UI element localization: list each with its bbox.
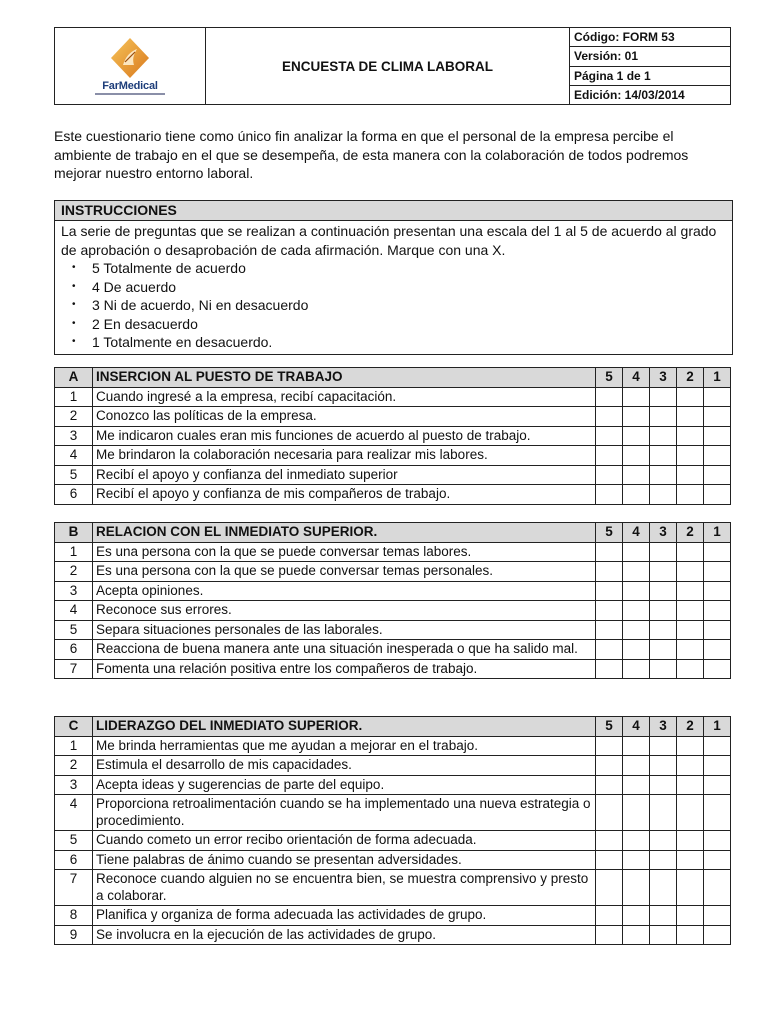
item-statement: Recibí el apoyo y confianza de mis compañeros de trabajo.	[93, 485, 596, 505]
instructions-heading: INSTRUCCIONES	[55, 201, 732, 221]
rating-cell-3[interactable]	[650, 831, 677, 851]
item-statement: Se involucra en la ejecución de las actividades de grupo.	[93, 925, 596, 945]
rating-cell-4[interactable]	[623, 387, 650, 407]
item-number: 6	[55, 640, 93, 660]
rating-cell-4[interactable]	[623, 542, 650, 562]
item-statement: Es una persona con la que se puede conversar temas labores.	[93, 542, 596, 562]
rating-cell-4[interactable]	[623, 446, 650, 466]
rating-cell-2[interactable]	[677, 850, 704, 870]
rating-cell-5[interactable]	[596, 640, 623, 660]
item-statement: Tiene palabras de ánimo cuando se presentan adversidades.	[93, 850, 596, 870]
rating-cell-4[interactable]	[623, 736, 650, 756]
item-number: 4	[55, 446, 93, 466]
section-header-row	[55, 368, 731, 388]
rating-cell-5[interactable]	[596, 906, 623, 926]
rating-header: 2	[677, 717, 704, 737]
rating-cell-4[interactable]	[623, 601, 650, 621]
rating-cell-1[interactable]	[704, 850, 731, 870]
item-statement: Me indicaron cuales eran mis funciones de acuerdo al puesto de trabajo.	[93, 426, 596, 446]
table-row	[55, 870, 731, 906]
rating-cell-1[interactable]	[704, 659, 731, 679]
item-statement: Es una persona con la que se puede conversar temas personales.	[93, 562, 596, 582]
scale-item-label: 5 Totalmente de acuerdo	[92, 260, 246, 276]
table-row	[55, 756, 731, 776]
rating-cell-5[interactable]	[596, 446, 623, 466]
rating-cell-3[interactable]	[650, 426, 677, 446]
bullet-icon: •	[72, 280, 76, 292]
rating-header: 4	[623, 523, 650, 543]
rating-cell-5[interactable]	[596, 756, 623, 776]
rating-cell-5[interactable]	[596, 426, 623, 446]
scale-item	[72, 315, 728, 334]
rating-header: 4	[623, 368, 650, 388]
rating-header: 1	[704, 717, 731, 737]
table-row	[55, 925, 731, 945]
rating-cell-1[interactable]	[704, 831, 731, 851]
rating-cell-4[interactable]	[623, 831, 650, 851]
item-statement: Fomenta una relación positiva entre los compañeros de trabajo.	[93, 659, 596, 679]
rating-cell-2[interactable]	[677, 736, 704, 756]
section-title: INSERCION AL PUESTO DE TRABAJO	[93, 368, 596, 388]
rating-cell-5[interactable]	[596, 775, 623, 795]
table-row	[55, 620, 731, 640]
bullet-icon: •	[72, 299, 76, 310]
item-number: 5	[55, 465, 93, 485]
rating-cell-1[interactable]	[704, 601, 731, 621]
scale-item-label: 1 Totalmente en desacuerdo.	[92, 334, 273, 350]
item-statement: Estimula el desarrollo de mis capacidades.	[93, 756, 596, 776]
item-number: 5	[55, 620, 93, 640]
rating-cell-3[interactable]	[650, 640, 677, 660]
rating-header: 5	[596, 523, 623, 543]
table-row	[55, 407, 731, 427]
rating-cell-5[interactable]	[596, 581, 623, 601]
table-row	[55, 562, 731, 582]
bullet-icon: •	[72, 336, 76, 347]
rating-header: 2	[677, 523, 704, 543]
item-statement: Cuando ingresé a la empresa, recibí capacitación.	[93, 387, 596, 407]
rating-cell-2[interactable]	[677, 465, 704, 485]
item-statement: Recibí el apoyo y confianza del inmediato superior	[93, 465, 596, 485]
rating-cell-4[interactable]	[623, 581, 650, 601]
rating-cell-5[interactable]	[596, 620, 623, 640]
rating-cell-4[interactable]	[623, 465, 650, 485]
bullet-icon: •	[72, 317, 76, 329]
rating-cell-3[interactable]	[650, 659, 677, 679]
rating-cell-5[interactable]	[596, 925, 623, 945]
rating-cell-5[interactable]	[596, 850, 623, 870]
section-table-a	[54, 367, 731, 505]
rating-cell-3[interactable]	[650, 601, 677, 621]
table-row	[55, 659, 731, 679]
table-row	[55, 601, 731, 621]
rating-cell-4[interactable]	[623, 756, 650, 776]
logo-text: FarMedical	[102, 80, 158, 92]
rating-cell-2[interactable]	[677, 831, 704, 851]
table-row	[55, 387, 731, 407]
item-number: 9	[55, 925, 93, 945]
rating-cell-4[interactable]	[623, 640, 650, 660]
rating-header: 4	[623, 717, 650, 737]
table-row	[55, 542, 731, 562]
rating-cell-3[interactable]	[650, 562, 677, 582]
item-number: 2	[55, 756, 93, 776]
rating-cell-4[interactable]	[623, 795, 650, 831]
item-number: 8	[55, 906, 93, 926]
scale-item-label: 2 En desacuerdo	[92, 315, 198, 332]
item-number: 7	[55, 659, 93, 679]
rating-cell-1[interactable]	[704, 407, 731, 427]
bullet-icon: •	[72, 262, 76, 273]
rating-cell-3[interactable]	[650, 485, 677, 505]
section-header-row	[55, 523, 731, 543]
rating-cell-3[interactable]	[650, 465, 677, 485]
meta-code: Código: FORM 53	[570, 28, 731, 47]
instructions-body	[55, 221, 732, 354]
rating-cell-3[interactable]	[650, 850, 677, 870]
item-number: 7	[55, 870, 93, 906]
rating-header: 5	[596, 368, 623, 388]
rating-cell-1[interactable]	[704, 906, 731, 926]
item-statement: Conozco las políticas de la empresa.	[93, 407, 596, 427]
rating-header: 5	[596, 717, 623, 737]
section-letter: C	[55, 717, 93, 737]
table-row	[55, 640, 731, 660]
rating-cell-3[interactable]	[650, 775, 677, 795]
rating-cell-1[interactable]	[704, 620, 731, 640]
rating-cell-1[interactable]	[704, 562, 731, 582]
rating-cell-2[interactable]	[677, 581, 704, 601]
rating-cell-4[interactable]	[623, 925, 650, 945]
rating-cell-2[interactable]	[677, 485, 704, 505]
item-number: 2	[55, 407, 93, 427]
rating-cell-5[interactable]	[596, 736, 623, 756]
section-table-b	[54, 522, 731, 679]
rating-cell-2[interactable]	[677, 620, 704, 640]
rating-cell-2[interactable]	[677, 870, 704, 906]
item-number: 1	[55, 387, 93, 407]
scale-item	[72, 296, 728, 315]
table-row	[55, 581, 731, 601]
rating-header: 3	[650, 368, 677, 388]
item-statement: Cuando cometo un error recibo orientación de forma adecuada.	[93, 831, 596, 851]
rating-cell-2[interactable]	[677, 407, 704, 427]
company-logo	[55, 37, 205, 95]
rating-cell-2[interactable]	[677, 640, 704, 660]
item-number: 2	[55, 562, 93, 582]
table-row	[55, 850, 731, 870]
rating-cell-1[interactable]	[704, 925, 731, 945]
rating-cell-4[interactable]	[623, 775, 650, 795]
rating-cell-2[interactable]	[677, 426, 704, 446]
instructions-text: La serie de preguntas que se realizan a continuación presentan una escala del 1 al 5 de acuerdo al grado de aprobación o desaprobación de cada afirmación. Marque con una X.	[61, 223, 717, 258]
meta-edition: Edición: 14/03/2014	[570, 85, 731, 104]
rating-cell-2[interactable]	[677, 562, 704, 582]
rating-cell-4[interactable]	[623, 426, 650, 446]
rating-header: 1	[704, 368, 731, 388]
scale-item	[72, 278, 728, 297]
rating-cell-4[interactable]	[623, 870, 650, 906]
rating-cell-2[interactable]	[677, 601, 704, 621]
section-table-c	[54, 716, 731, 945]
rating-cell-1[interactable]	[704, 542, 731, 562]
logo-tagline-bar	[95, 93, 165, 95]
rating-cell-1[interactable]	[704, 387, 731, 407]
rating-cell-1[interactable]	[704, 581, 731, 601]
rating-header: 3	[650, 717, 677, 737]
item-statement: Planifica y organiza de forma adecuada las actividades de grupo.	[93, 906, 596, 926]
rating-header: 1	[704, 523, 731, 543]
rating-cell-5[interactable]	[596, 601, 623, 621]
rating-cell-4[interactable]	[623, 562, 650, 582]
item-number: 1	[55, 736, 93, 756]
rating-cell-1[interactable]	[704, 775, 731, 795]
rating-cell-5[interactable]	[596, 795, 623, 831]
rating-cell-3[interactable]	[650, 446, 677, 466]
section-title: RELACION CON EL INMEDIATO SUPERIOR.	[93, 523, 596, 543]
rating-cell-3[interactable]	[650, 870, 677, 906]
logo-cell	[55, 28, 206, 105]
rating-cell-3[interactable]	[650, 925, 677, 945]
rating-cell-1[interactable]	[704, 756, 731, 776]
section-letter: B	[55, 523, 93, 543]
rating-cell-4[interactable]	[623, 485, 650, 505]
section-letter: A	[55, 368, 93, 388]
rating-cell-5[interactable]	[596, 542, 623, 562]
rating-cell-3[interactable]	[650, 620, 677, 640]
item-statement: Separa situaciones personales de las laborales.	[93, 620, 596, 640]
rating-cell-5[interactable]	[596, 831, 623, 851]
rating-cell-1[interactable]	[704, 426, 731, 446]
rating-cell-5[interactable]	[596, 659, 623, 679]
item-statement: Proporciona retroalimentación cuando se ha implementado una nueva estrategia o procedimiento.	[93, 795, 596, 831]
rating-cell-3[interactable]	[650, 906, 677, 926]
item-statement: Me brindaron la colaboración necesaria para realizar mis labores.	[93, 446, 596, 466]
section-header-row	[55, 717, 731, 737]
rating-cell-3[interactable]	[650, 756, 677, 776]
rating-cell-4[interactable]	[623, 407, 650, 427]
table-row	[55, 795, 731, 831]
rating-cell-5[interactable]	[596, 485, 623, 505]
section-title: LIDERAZGO DEL INMEDIATO SUPERIOR.	[93, 717, 596, 737]
diamond-logo-icon	[110, 37, 150, 79]
rating-cell-1[interactable]	[704, 795, 731, 831]
item-number: 4	[55, 795, 93, 831]
rating-cell-3[interactable]	[650, 407, 677, 427]
rating-cell-5[interactable]	[596, 465, 623, 485]
rating-cell-2[interactable]	[677, 795, 704, 831]
table-row	[55, 426, 731, 446]
scale-list	[61, 259, 728, 352]
item-statement: Reconoce cuando alguien no se encuentra bien, se muestra comprensivo y presto a colaborar.	[93, 870, 596, 906]
intro-paragraph: Este cuestionario tiene como único fin analizar la forma en que el personal de la empresa percibe el ambiente de trabajo en el que se desempeña, de esta manera con la colaboración de todos podremos mejorar nuestro entorno laboral.	[54, 128, 689, 181]
rating-cell-2[interactable]	[677, 775, 704, 795]
rating-cell-1[interactable]	[704, 485, 731, 505]
rating-cell-1[interactable]	[704, 736, 731, 756]
rating-cell-2[interactable]	[677, 659, 704, 679]
item-number: 6	[55, 485, 93, 505]
rating-cell-1[interactable]	[704, 640, 731, 660]
item-statement: Reacciona de buena manera ante una situación inesperada o que ha salido mal.	[93, 640, 596, 660]
document-header	[54, 27, 731, 105]
table-row	[55, 831, 731, 851]
rating-cell-4[interactable]	[623, 906, 650, 926]
item-number: 6	[55, 850, 93, 870]
item-statement: Acepta ideas y sugerencias de parte del equipo.	[93, 775, 596, 795]
table-row	[55, 736, 731, 756]
table-row	[55, 485, 731, 505]
rating-cell-5[interactable]	[596, 407, 623, 427]
table-row	[55, 906, 731, 926]
table-row	[55, 775, 731, 795]
rating-cell-2[interactable]	[677, 906, 704, 926]
rating-cell-1[interactable]	[704, 870, 731, 906]
item-number: 5	[55, 831, 93, 851]
rating-header: 3	[650, 523, 677, 543]
item-number: 3	[55, 581, 93, 601]
scale-item	[72, 333, 728, 352]
rating-cell-2[interactable]	[677, 925, 704, 945]
item-statement: Reconoce sus errores.	[93, 601, 596, 621]
rating-cell-4[interactable]	[623, 659, 650, 679]
rating-cell-5[interactable]	[596, 387, 623, 407]
rating-cell-1[interactable]	[704, 465, 731, 485]
instructions-box	[54, 200, 733, 355]
table-row	[55, 465, 731, 485]
item-statement: Acepta opiniones.	[93, 581, 596, 601]
rating-cell-2[interactable]	[677, 542, 704, 562]
item-number: 4	[55, 601, 93, 621]
meta-page: Página 1 de 1	[570, 66, 731, 85]
table-row	[55, 446, 731, 466]
rating-cell-1[interactable]	[704, 446, 731, 466]
rating-cell-4[interactable]	[623, 850, 650, 870]
scale-item-label: 3 Ni de acuerdo, Ni en desacuerdo	[92, 297, 309, 313]
rating-cell-2[interactable]	[677, 756, 704, 776]
rating-cell-3[interactable]	[650, 581, 677, 601]
scale-item-label: 4 De acuerdo	[92, 278, 177, 295]
rating-cell-2[interactable]	[677, 446, 704, 466]
rating-cell-3[interactable]	[650, 795, 677, 831]
rating-cell-5[interactable]	[596, 870, 623, 906]
rating-cell-3[interactable]	[650, 736, 677, 756]
item-number: 3	[55, 775, 93, 795]
rating-cell-3[interactable]	[650, 542, 677, 562]
meta-version: Versión: 01	[570, 47, 731, 66]
rating-header: 2	[677, 368, 704, 388]
item-statement: Me brinda herramientas que me ayudan a mejorar en el trabajo.	[93, 736, 596, 756]
item-number: 3	[55, 426, 93, 446]
rating-cell-4[interactable]	[623, 620, 650, 640]
document-title: ENCUESTA DE CLIMA LABORAL	[206, 28, 570, 105]
rating-cell-2[interactable]	[677, 387, 704, 407]
scale-item	[72, 259, 728, 278]
rating-cell-5[interactable]	[596, 562, 623, 582]
rating-cell-3[interactable]	[650, 387, 677, 407]
item-number: 1	[55, 542, 93, 562]
